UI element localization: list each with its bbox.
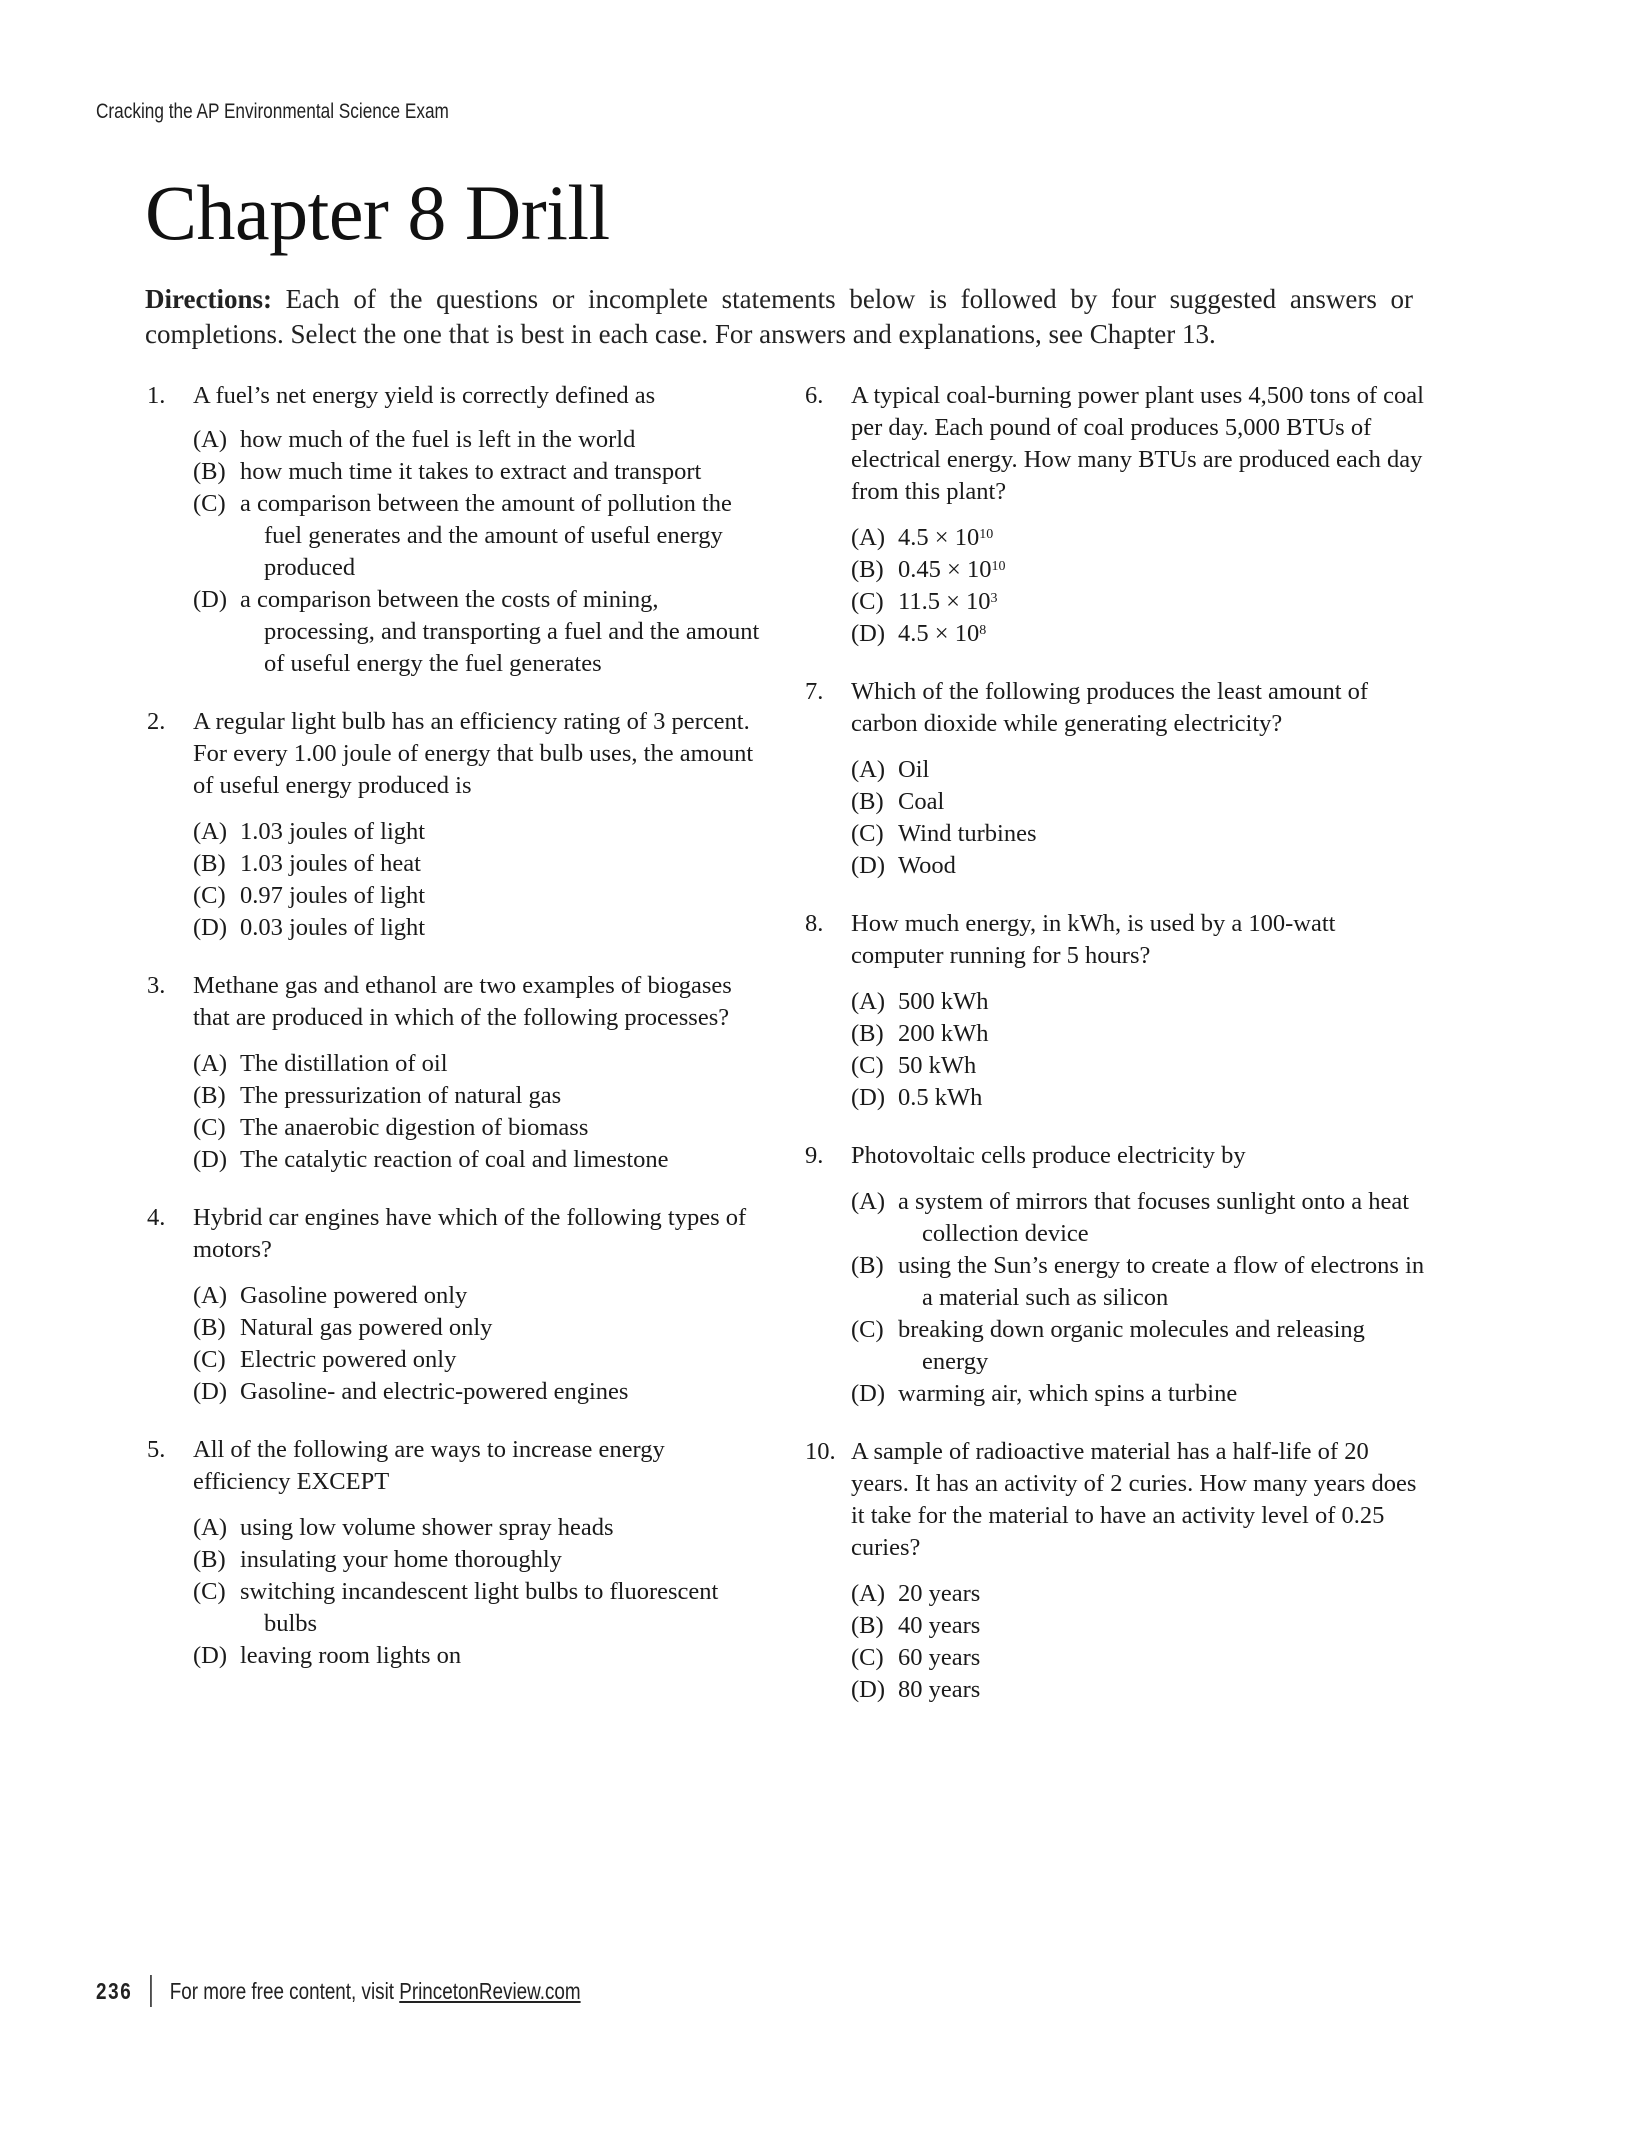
option-label: (D): [851, 1084, 886, 1111]
option-a[interactable]: [193, 1048, 767, 1080]
option-c[interactable]: [193, 1576, 767, 1640]
option-label: (D): [193, 1642, 228, 1669]
option-d[interactable]: [193, 584, 767, 680]
option-text: Wind turbines: [898, 820, 1037, 847]
option-text: using the Sun’s energy to create a flow of electrons in a material such as silicon: [898, 1252, 1425, 1311]
question-text: All of the following are ways to increase energy efficiency EXCEPT: [193, 1436, 665, 1495]
option-label: (B): [193, 850, 226, 877]
option-label: (D): [851, 1380, 886, 1407]
question-8: [805, 908, 1425, 1114]
directions-text: Each of the questions or incomplete statements below is followed by four suggested answers or completions. Select the one that is best in each case. For answers and explanations, see Chapter 13.: [145, 284, 1413, 349]
page-number: 236: [96, 1977, 133, 2004]
option-b[interactable]: [193, 1080, 767, 1112]
option-label: (B): [851, 1252, 884, 1279]
option-label: (A): [851, 1580, 886, 1607]
footer-divider: [150, 1975, 151, 2007]
option-c[interactable]: [193, 1112, 767, 1144]
question-number: 3.: [147, 972, 166, 999]
option-text: 11.5 × 10: [898, 588, 991, 615]
option-text: Electric powered only: [240, 1346, 457, 1373]
option-label: (A): [851, 1188, 886, 1215]
option-c[interactable]: [193, 880, 767, 912]
option-label: (B): [851, 1020, 884, 1047]
option-b[interactable]: [851, 786, 1425, 818]
option-d[interactable]: [193, 1376, 767, 1408]
option-a[interactable]: [193, 1280, 767, 1312]
option-label: (B): [193, 1314, 226, 1341]
question-number: 1.: [147, 382, 166, 409]
question-3: [147, 970, 767, 1176]
option-text: a comparison between the costs of mining, processing, and transporting a fuel and the amount of useful energy the fuel generates: [240, 586, 760, 677]
option-label: (B): [193, 1082, 226, 1109]
question-text: Photovoltaic cells produce electricity by: [851, 1142, 1246, 1169]
left-column: [147, 380, 767, 1698]
option-label: (C): [851, 1644, 884, 1671]
option-text: 0.97 joules of light: [240, 882, 426, 909]
option-text: a comparison between the amount of pollution the fuel generates and the amount of useful energy produced: [240, 490, 732, 581]
option-label: (A): [851, 756, 886, 783]
option-a[interactable]: [193, 1512, 767, 1544]
option-label: (A): [193, 1514, 228, 1541]
question-1: [147, 380, 767, 680]
option-text: Gasoline powered only: [240, 1282, 468, 1309]
option-d[interactable]: [851, 1082, 1425, 1114]
option-label: (D): [193, 586, 228, 613]
option-a[interactable]: [851, 1186, 1425, 1250]
directions-label: Directions:: [145, 284, 272, 314]
option-b[interactable]: [193, 1312, 767, 1344]
option-text: The catalytic reaction of coal and limestone: [240, 1146, 669, 1173]
option-text: a system of mirrors that focuses sunlight onto a heat collection device: [898, 1188, 1409, 1247]
option-label: (A): [193, 1050, 228, 1077]
option-d[interactable]: [851, 1674, 1425, 1706]
option-text: 0.45 × 10: [898, 556, 992, 583]
option-text: 4.5 × 10: [898, 524, 980, 551]
question-text: Which of the following produces the least amount of carbon dioxide while generating electricity?: [851, 678, 1369, 737]
option-c[interactable]: [851, 586, 1425, 618]
question-number: 4.: [147, 1204, 166, 1231]
option-text: The pressurization of natural gas: [240, 1082, 562, 1109]
option-b[interactable]: [851, 1610, 1425, 1642]
question-text: Methane gas and ethanol are two examples of biogases that are produced in which of the following processes?: [193, 972, 732, 1031]
option-label: (C): [851, 820, 884, 847]
option-c[interactable]: [193, 488, 767, 584]
option-label: (C): [851, 588, 884, 615]
option-text: Gasoline- and electric-powered engines: [240, 1378, 629, 1405]
option-label: (A): [193, 426, 228, 453]
option-label: (C): [193, 490, 226, 517]
option-d[interactable]: [193, 1640, 767, 1672]
page-title: Chapter 8 Drill: [145, 169, 610, 256]
option-d[interactable]: [193, 912, 767, 944]
option-a[interactable]: [851, 1578, 1425, 1610]
option-label: (D): [193, 914, 228, 941]
option-text: insulating your home thoroughly: [240, 1546, 562, 1573]
question-5: [147, 1434, 767, 1672]
option-label: (B): [193, 458, 226, 485]
option-label: (C): [193, 1578, 226, 1605]
option-text: 20 years: [898, 1580, 981, 1607]
option-c[interactable]: [193, 1344, 767, 1376]
option-text: how much time it takes to extract and transport: [240, 458, 702, 485]
option-c[interactable]: [851, 818, 1425, 850]
option-text: 0.5 kWh: [898, 1084, 983, 1111]
option-label: (C): [851, 1316, 884, 1343]
question-text: A typical coal-burning power plant uses 4,500 tons of coal per day. Each pound of coal produces 5,000 BTUs of electrical energy. How many BTUs are produced each day from this plant?: [851, 382, 1424, 505]
option-label: (A): [851, 524, 886, 551]
option-text: using low volume shower spray heads: [240, 1514, 614, 1541]
exponent: 8: [979, 623, 987, 638]
option-b[interactable]: [193, 848, 767, 880]
option-label: (C): [193, 1346, 226, 1373]
directions: [145, 282, 1413, 352]
question-6: [805, 380, 1425, 650]
option-label: (B): [193, 1546, 226, 1573]
option-d[interactable]: [851, 850, 1425, 882]
option-b[interactable]: [851, 554, 1425, 586]
option-a[interactable]: [193, 816, 767, 848]
option-label: (C): [851, 1052, 884, 1079]
option-text: 0.03 joules of light: [240, 914, 426, 941]
question-9: [805, 1140, 1425, 1410]
question-2: [147, 706, 767, 944]
option-text: The distillation of oil: [240, 1050, 448, 1077]
page-footer: [96, 1975, 581, 2007]
option-label: (A): [193, 1282, 228, 1309]
princeton-review-link[interactable]: PrincetonReview.com: [399, 1977, 581, 2004]
option-text: 500 kWh: [898, 988, 989, 1015]
option-text: 60 years: [898, 1644, 981, 1671]
option-text: Natural gas powered only: [240, 1314, 493, 1341]
question-text: Hybrid car engines have which of the following types of motors?: [193, 1204, 747, 1263]
option-text: The anaerobic digestion of biomass: [240, 1114, 589, 1141]
option-label: (B): [851, 788, 884, 815]
question-text: A fuel’s net energy yield is correctly defined as: [193, 382, 656, 409]
option-b[interactable]: [193, 456, 767, 488]
option-b[interactable]: [851, 1018, 1425, 1050]
option-label: (D): [851, 1676, 886, 1703]
option-label: (C): [193, 882, 226, 909]
option-text: Coal: [898, 788, 945, 815]
option-label: (D): [193, 1378, 228, 1405]
option-text: warming air, which spins a turbine: [898, 1380, 1238, 1407]
option-label: (D): [193, 1146, 228, 1173]
option-text: 4.5 × 10: [898, 620, 980, 647]
option-text: breaking down organic molecules and releasing energy: [898, 1316, 1365, 1375]
option-d[interactable]: [193, 1144, 767, 1176]
exponent: 10: [979, 527, 994, 542]
option-label: (B): [851, 556, 884, 583]
question-number: 6.: [805, 382, 824, 409]
option-text: 200 kWh: [898, 1020, 989, 1047]
question-text: A sample of radioactive material has a half-life of 20 years. It has an activity of 2 curies. How many years does it take for the material to have an activity level of 0.25 curies?: [851, 1438, 1417, 1561]
option-text: how much of the fuel is left in the world: [240, 426, 636, 453]
question-number: 5.: [147, 1436, 166, 1463]
running-head: Cracking the AP Environmental Science Exam: [96, 100, 449, 123]
question-number: 2.: [147, 708, 166, 735]
option-a[interactable]: [851, 986, 1425, 1018]
option-text: 1.03 joules of light: [240, 818, 426, 845]
option-text: 50 kWh: [898, 1052, 977, 1079]
option-b[interactable]: [193, 1544, 767, 1576]
option-a[interactable]: [193, 424, 767, 456]
exponent: 10: [991, 559, 1006, 574]
question-text: A regular light bulb has an efficiency rating of 3 percent. For every 1.00 joule of energy that bulb uses, the amount of useful energy produced is: [193, 708, 754, 799]
right-column: [805, 380, 1425, 1732]
option-text: 1.03 joules of heat: [240, 850, 421, 877]
option-c[interactable]: [851, 1314, 1425, 1378]
option-text: Oil: [898, 756, 930, 783]
option-d[interactable]: [851, 618, 1425, 650]
option-c[interactable]: [851, 1642, 1425, 1674]
option-text: leaving room lights on: [240, 1642, 462, 1669]
option-label: (C): [193, 1114, 226, 1141]
option-text: switching incandescent light bulbs to fluorescent bulbs: [240, 1578, 719, 1637]
question-4: [147, 1202, 767, 1408]
option-b[interactable]: [851, 1250, 1425, 1314]
question-10: [805, 1436, 1425, 1706]
exponent: 3: [990, 591, 998, 606]
question-7: [805, 676, 1425, 882]
option-a[interactable]: [851, 522, 1425, 554]
option-c[interactable]: [851, 1050, 1425, 1082]
question-text: How much energy, in kWh, is used by a 100-watt computer running for 5 hours?: [851, 910, 1336, 969]
option-text: 80 years: [898, 1676, 981, 1703]
option-d[interactable]: [851, 1378, 1425, 1410]
question-number: 7.: [805, 678, 824, 705]
option-label: (B): [851, 1612, 884, 1639]
option-label: (D): [851, 620, 886, 647]
option-label: (A): [193, 818, 228, 845]
question-number: 9.: [805, 1142, 824, 1169]
question-number: 8.: [805, 910, 824, 937]
option-a[interactable]: [851, 754, 1425, 786]
option-text: Wood: [898, 852, 956, 879]
footer-text: For more free content, visit: [169, 1977, 400, 2004]
question-number: 10.: [805, 1438, 836, 1465]
option-text: 40 years: [898, 1612, 981, 1639]
option-label: (A): [851, 988, 886, 1015]
option-label: (D): [851, 852, 886, 879]
